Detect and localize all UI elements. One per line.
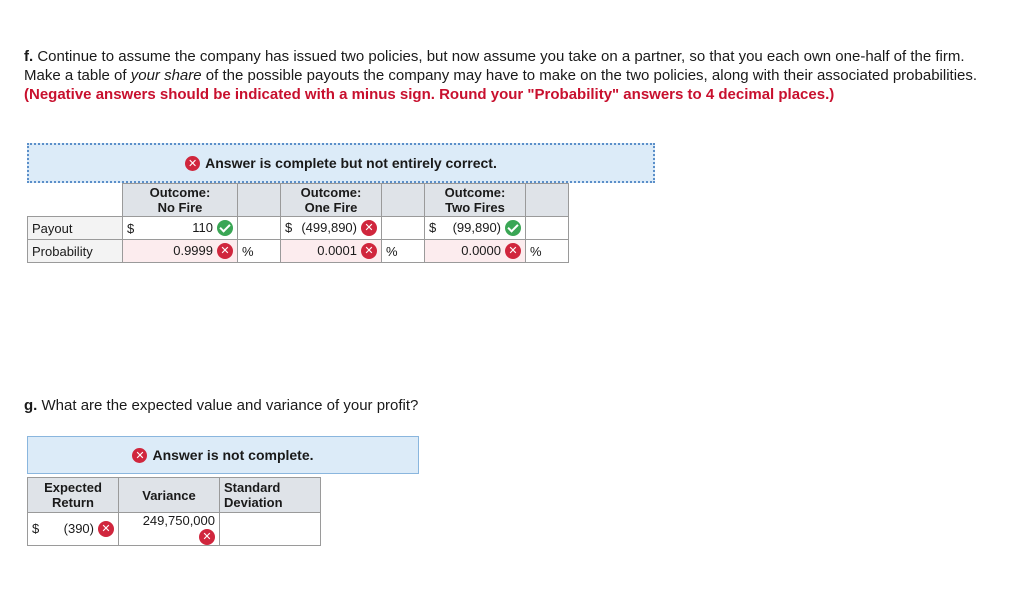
header-no-fire: Outcome: No Fire <box>123 184 238 217</box>
part-g-label: g. <box>24 397 38 414</box>
incorrect-icon: ✕ <box>132 448 147 463</box>
header-two-fires: Outcome: Two Fires <box>425 184 526 217</box>
question-f-body-end: of the possible payouts the company may have to make on the two policies, along with their associated probabilities. <box>201 67 978 84</box>
probability-no-fire-field[interactable] <box>123 240 238 263</box>
probability-one-fire-value: 0.0001 <box>317 242 357 258</box>
table-row <box>28 240 569 263</box>
currency-symbol: $ <box>429 219 437 235</box>
corner-cell <box>28 184 123 217</box>
payout-one-fire-value: (499,890) <box>301 219 357 235</box>
incorrect-icon: ✕ <box>185 156 200 171</box>
incorrect-icon: ✕ <box>199 529 215 545</box>
standard-deviation-field[interactable] <box>220 513 321 546</box>
correct-icon <box>217 220 233 236</box>
probability-one-fire-field[interactable] <box>281 240 382 263</box>
answer-status-banner-g <box>27 436 419 474</box>
question-f-body: Continue to assume the company has issued two policies, but now assume you take on a partner, so that you each own one-half of the firm. Make a table of <box>24 48 965 84</box>
payout-one-fire-field[interactable] <box>281 217 382 240</box>
probability-no-fire-value: 0.9999 <box>173 242 213 258</box>
currency-symbol: $ <box>28 513 45 546</box>
question-g-text <box>24 397 418 414</box>
probability-two-fires-value: 0.0000 <box>461 242 501 258</box>
probability-two-fires-field[interactable] <box>425 240 526 263</box>
payout-no-fire-unit <box>238 217 281 240</box>
variance-field[interactable] <box>119 513 220 546</box>
payout-table <box>27 183 569 263</box>
expected-return-value: (390) <box>63 520 94 536</box>
table-row <box>28 513 321 546</box>
incorrect-icon: ✕ <box>361 243 377 259</box>
percent-sign: % <box>526 240 569 263</box>
row-label-probability: Probability <box>28 240 123 263</box>
expected-return-field[interactable] <box>44 513 119 546</box>
payout-two-fires-unit <box>526 217 569 240</box>
header-two-fires-unit <box>526 184 569 217</box>
payout-no-fire-field[interactable] <box>139 217 238 240</box>
table-row <box>28 217 569 240</box>
payout-no-fire-value: 110 <box>192 219 213 235</box>
banner-f-text: Answer is complete but not entirely correct. <box>205 155 497 171</box>
answer-status-banner-f <box>27 143 655 183</box>
question-f-instruction: (Negative answers should be indicated with a minus sign. Round your "Probability" answers to 4 decimal places.) <box>24 86 835 103</box>
variance-value: 249,750,000 <box>142 513 215 528</box>
incorrect-icon: ✕ <box>361 220 377 236</box>
part-f-label: f. <box>24 48 34 65</box>
payout-two-fires-value: (99,890) <box>452 219 501 235</box>
header-variance: Variance <box>119 478 220 513</box>
header-expected-return: Expected Return <box>28 478 119 513</box>
incorrect-icon: ✕ <box>217 243 233 259</box>
banner-g-text: Answer is not complete. <box>152 447 314 463</box>
expected-return-table <box>27 477 321 546</box>
correct-icon <box>505 220 521 236</box>
question-f-text <box>24 47 999 104</box>
percent-sign: % <box>238 240 281 263</box>
question-f-emphasis: your share <box>130 67 202 84</box>
percent-sign: % <box>382 240 425 263</box>
incorrect-icon: ✕ <box>505 243 521 259</box>
incorrect-icon: ✕ <box>98 521 114 537</box>
question-g-body: What are the expected value and variance of your profit? <box>37 397 419 414</box>
header-standard-deviation: Standard Deviation <box>220 478 321 513</box>
currency-symbol: $ <box>123 217 140 240</box>
payout-one-fire-unit <box>382 217 425 240</box>
currency-symbol: $ <box>285 219 293 235</box>
header-one-fire: Outcome: One Fire <box>281 184 382 217</box>
header-one-fire-unit <box>382 184 425 217</box>
row-label-payout: Payout <box>28 217 123 240</box>
header-no-fire-unit <box>238 184 281 217</box>
payout-two-fires-field[interactable] <box>425 217 526 240</box>
